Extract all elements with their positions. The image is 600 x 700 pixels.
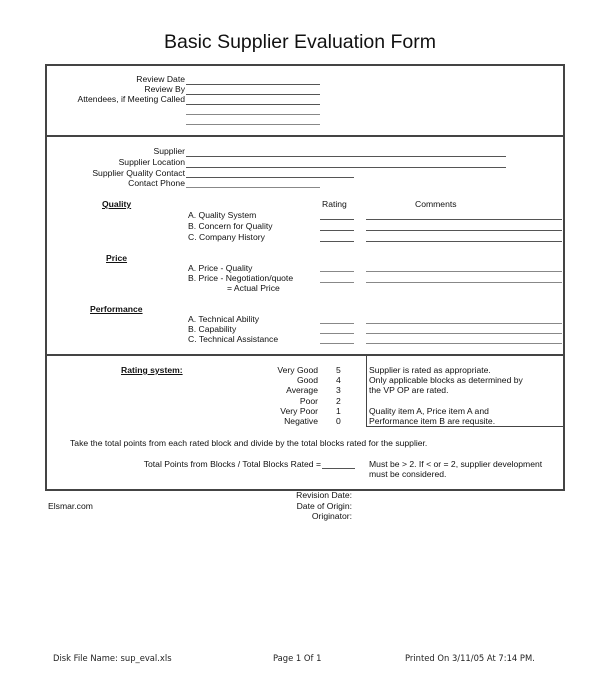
supplier-quality-contact-label: Supplier Quality Contact: [92, 168, 185, 178]
rating-note-line-6: Performance item B are requsite.: [369, 416, 496, 426]
performance-item-a-rating[interactable]: [320, 323, 354, 324]
supplier-quality-contact-field[interactable]: [186, 177, 354, 178]
originator-label: Originator:: [311, 511, 352, 521]
rating-note-line-3: the VP OP are rated.: [369, 385, 449, 395]
performance-item-b-label: B. Capability: [188, 324, 237, 334]
rating-system-heading: Rating system:: [121, 365, 183, 375]
price-item-b-comment[interactable]: [366, 282, 562, 283]
section-divider-1: [45, 135, 563, 137]
date-of-origin-label: Date of Origin:: [296, 501, 352, 511]
contact-phone-label: Contact Phone: [128, 178, 185, 188]
attendees-field-3[interactable]: [186, 124, 320, 125]
performance-item-b-comment[interactable]: [366, 333, 562, 334]
quality-item-a-label: A. Quality System: [188, 210, 257, 220]
formula-result-field[interactable]: [322, 468, 355, 469]
review-date-label: Review Date: [136, 74, 185, 84]
quality-item-c-comment[interactable]: [366, 241, 562, 242]
quality-item-b-comment[interactable]: [366, 230, 562, 231]
calculation-instruction: Take the total points from each rated block and divide by the total blocks rated for the supplier.: [70, 438, 428, 448]
price-subnote: = Actual Price: [227, 283, 280, 293]
rating-note-line-5: Quality item A, Price item A and: [369, 406, 489, 416]
page-number: Page 1 Of 1: [273, 653, 322, 663]
price-item-a-label: A. Price - Quality: [188, 263, 253, 273]
scale-value-negative: 0: [336, 416, 341, 426]
rating-note-line-2: Only applicable blocks as determined by: [369, 375, 523, 385]
performance-block-heading: Performance: [90, 304, 143, 314]
price-item-a-rating[interactable]: [320, 271, 354, 272]
price-block-heading: Price: [106, 253, 128, 263]
scale-value-poor: 2: [336, 396, 341, 406]
scale-label-very-poor: Very Poor: [280, 406, 318, 416]
supplier-label: Supplier: [153, 146, 185, 156]
scale-value-good: 4: [336, 375, 341, 385]
quality-item-b-rating[interactable]: [320, 230, 354, 231]
site-name: Elsmar.com: [48, 501, 93, 511]
comments-column-header: Comments: [415, 199, 457, 209]
form-title: Basic Supplier Evaluation Form: [163, 31, 437, 53]
attendees-field[interactable]: [186, 104, 320, 105]
formula-label: Total Points from Blocks / Total Blocks Rated =: [143, 459, 321, 469]
performance-item-b-rating[interactable]: [320, 333, 354, 334]
quality-block-heading: Quality: [102, 199, 132, 209]
review-by-field[interactable]: [186, 94, 320, 95]
attendees-label: Attendees, if Meeting Called: [77, 94, 185, 104]
price-item-b-label: B. Price - Negotiation/quote: [188, 273, 294, 283]
printed-timestamp: Printed On 3/11/05 At 7:14 PM.: [405, 653, 535, 663]
performance-item-a-label: A. Technical Ability: [188, 314, 260, 324]
scale-value-very-good: 5: [336, 365, 341, 375]
price-item-a-comment[interactable]: [366, 271, 562, 272]
performance-item-c-rating[interactable]: [320, 343, 354, 344]
scale-label-good: Good: [296, 375, 318, 385]
threshold-note-line-1: Must be > 2. If < or = 2, supplier development: [369, 459, 543, 469]
performance-item-a-comment[interactable]: [366, 323, 562, 324]
performance-item-c-label: C. Technical Assistance: [188, 334, 279, 344]
scale-label-average: Average: [286, 385, 318, 395]
scale-label-very-good: Very Good: [277, 365, 318, 375]
scale-label-negative: Negative: [284, 416, 318, 426]
quality-item-c-rating[interactable]: [320, 241, 354, 242]
performance-item-c-comment[interactable]: [366, 343, 562, 344]
supplier-field[interactable]: [186, 156, 506, 157]
price-item-b-rating[interactable]: [320, 282, 354, 283]
review-by-label: Review By: [144, 84, 185, 94]
supplier-location-field[interactable]: [186, 167, 506, 168]
supplier-location-label: Supplier Location: [118, 157, 185, 167]
quality-item-a-comment[interactable]: [366, 219, 562, 220]
quality-item-b-label: B. Concern for Quality: [188, 221, 273, 231]
quality-item-c-label: C. Company History: [188, 232, 265, 242]
scale-value-average: 3: [336, 385, 341, 395]
rating-note-line-1: Supplier is rated as appropriate.: [369, 365, 491, 375]
threshold-note-line-2: must be considered.: [369, 469, 447, 479]
scale-label-poor: Poor: [299, 396, 318, 406]
review-date-field[interactable]: [186, 84, 320, 85]
rating-column-header: Rating: [322, 199, 347, 209]
attendees-field-2[interactable]: [186, 114, 320, 115]
contact-phone-field[interactable]: [186, 187, 320, 188]
quality-item-a-rating[interactable]: [320, 219, 354, 220]
scale-value-very-poor: 1: [336, 406, 341, 416]
revision-date-label: Revision Date:: [296, 490, 352, 500]
disk-file-name: Disk File Name: sup_eval.xls: [53, 653, 172, 663]
